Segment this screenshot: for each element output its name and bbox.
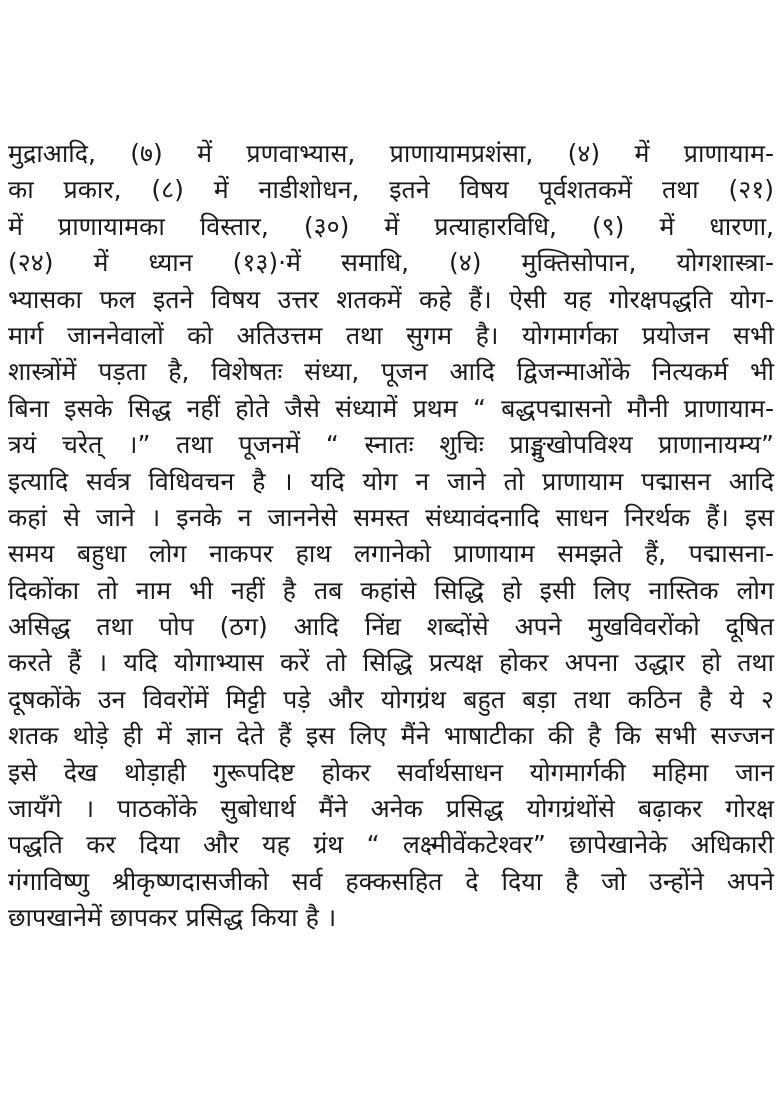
document-page-body xyxy=(8,136,774,937)
text-line: त्रयं चरेत् ।” तथा पूजनमें “ स्नातः शुचिः प्राङ्मुखोपविश्य प्राणानायम्य” xyxy=(8,430,774,460)
text-line: शतक थोड़े ही में ज्ञान देते हैं इस लिए मैंने भाषाटीका की है कि सभी सज्जन xyxy=(8,721,774,751)
text-line: करते हैं । यदि योगाभ्यास करें तो सिद्धि प्रत्यक्ष होकर अपना उद्धार हो तथा xyxy=(8,648,774,678)
text-line: इसे देख थोड़ाही गुरूपदिष्ट होकर सर्वार्थसाधन योगमार्गकी महिमा जान xyxy=(8,757,774,787)
text-line: समय बहुधा लोग नाकपर हाथ लगानेको प्राणायाम समझते हैं, पद्मासना- xyxy=(8,539,774,569)
text-line: शास्त्रोंमें पड़ता है, विशेषतः संध्या, पूजन आदि द्विजन्माओंके नित्यकर्म भी xyxy=(8,357,774,387)
text-line: मार्ग जाननेवालों को अतिउत्तम तथा सुगम है। योगमार्गका प्रयोजन सभी xyxy=(8,320,774,350)
text-line: में प्राणायामका विस्तार, (३०) में प्रत्याहारविधि, (९) में धारणा, xyxy=(8,211,774,241)
text-line: पद्धति कर दिया और यह ग्रंथ “ लक्ष्मीवेंकटेश्वर” छापेखानेके अधिकारी xyxy=(8,830,774,860)
text-line: इत्यादि सर्वत्र विधिवचन है । यदि योग न जाने तो प्राणायाम पद्मासन आदि xyxy=(8,466,774,496)
text-line: गंगाविष्णु श्रीकृष्णदासजीको सर्व हक्कसहित दे दिया है जो उन्होंने अपने xyxy=(8,866,774,896)
text-line: असिद्ध तथा पोप (ठग) आदि निंद्य शब्दोंसे अपने मुखविवरोंको दूषित xyxy=(8,612,774,642)
text-line: दिकोंका तो नाम भी नहीं है तब कहांसे सिद्धि हो इसी लिए नास्तिक लोग xyxy=(8,575,774,605)
text-line: बिना इसके सिद्ध नहीं होते जैसे संध्यामें प्रथम “ बद्धपद्मासनो मौनी प्राणायाम- xyxy=(8,393,774,423)
text-line: दूषकोंके उन विवरोंमें मिट्टी पड़े और योगग्रंथ बहुत बड़ा तथा कठिन है ये २ xyxy=(8,684,774,714)
text-line: मुद्राआदि, (७) में प्रणवाभ्यास, प्राणायामप्रशंसा, (४) में प्राणायाम- xyxy=(8,139,774,168)
text-line: कहां से जाने । इनके न जाननेसे समस्त संध्यावंदनादि साधन निरर्थक हैं। इस xyxy=(8,502,774,532)
text-line: (२४) में ध्यान (१३)·में समाधि, (४) मुक्तिसोपान, योगशास्त्रा- xyxy=(8,248,774,278)
text-line: का प्रकार, (८) में नाडीशोधन, इतने विषय पूर्वशतकमें तथा (२१) xyxy=(8,175,774,205)
text-line: जायँगे । पाठकोंके सुबोधार्थ मैंने अनेक प्रसिद्ध योगग्रंथोंसे बढ़ाकर गोरक्ष xyxy=(8,794,774,824)
text-line: छापखानेमें छापकर प्रसिद्ध किया है । xyxy=(8,903,337,933)
text-line: भ्यासका फल इतने विषय उत्तर शतकमें कहे हैं। ऐसी यह गोरक्षपद्धति योग- xyxy=(8,284,774,314)
